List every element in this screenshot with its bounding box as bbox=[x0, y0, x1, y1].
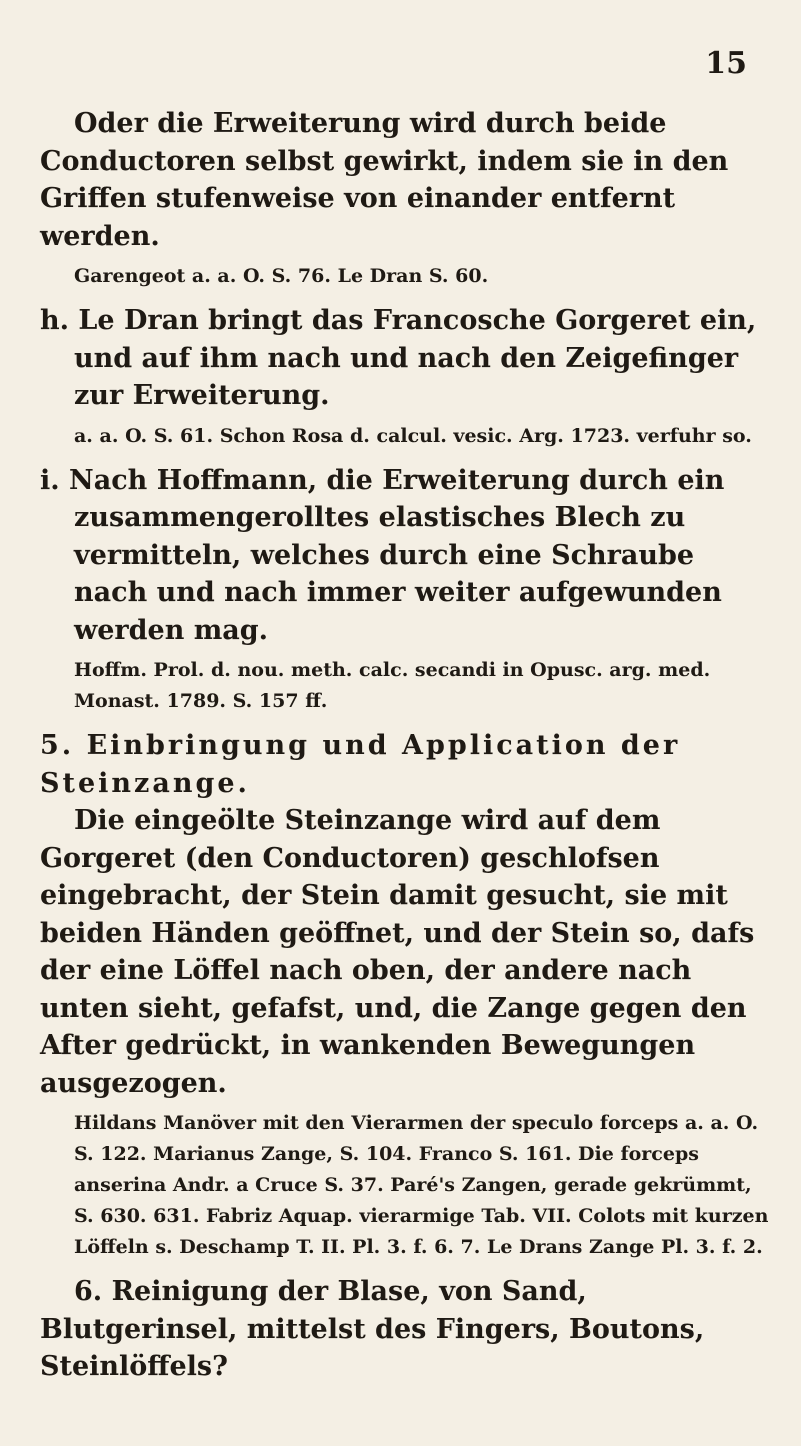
reference-note: Hoffm. Prol. d. nou. meth. calc. secandi in Opusc. arg. med. Monast. 1789. S. 157 ff. bbox=[74, 659, 711, 712]
paragraph: Die eingeölte Steinzange wird auf dem Gorgeret (den Conductoren) geschlofsen eingebracht, der Stein damit gesucht, sie mit beiden Händen geöffnet, und der Stein so, dafs der eine Löffel nach oben, der andere nach unten sieht, gefafst, und, die Zange gegen den After gedrückt, in wankenden Bewegungen ausgezogen. bbox=[40, 805, 755, 1099]
page-body bbox=[40, 105, 770, 1386]
section-heading: 5. Einbringung und Application der Steinzange. bbox=[40, 730, 681, 799]
paragraph: 6. Reinigung der Blase, von Sand, Blutgerinsel, mittelst des Fingers, Boutons, Steinlöffels? bbox=[40, 1276, 705, 1382]
reference-note: Hildans Manöver mit den Vierarmen der speculo forceps a. a. O. S. 122. Marianus Zange, S. 104. Franco S. 161. Die forceps anserina Andr. a Cruce S. 37. Paré's Zangen, gerade gekrümmt, S. 630. 631. Fabriz Aquap. vierarmige Tab. VII. Colots mit kurzen Löffeln s. Deschamp T. II. Pl. 3. f. 6. 7. Le Drans Zange Pl. 3. f. 2. bbox=[74, 1112, 769, 1258]
page-number: 15 bbox=[705, 46, 747, 81]
paragraph: h. Le Dran bringt das Francosche Gorgeret ein, und auf ihm nach und nach den Zeigefinger zur Erweiterung. bbox=[40, 305, 757, 411]
reference-note: Garengeot a. a. O. S. 76. Le Dran S. 60. bbox=[74, 265, 489, 287]
paragraph: i. Nach Hoffmann, die Erweiterung durch ein zusammengerolltes elastisches Blech zu vermitteln, welches durch eine Schraube nach und nach immer weiter aufgewunden werden mag. bbox=[40, 464, 725, 646]
reference-note: a. a. O. S. 61. Schon Rosa d. calcul. vesic. Arg. 1723. verfuhr so. bbox=[74, 424, 752, 447]
paragraph: Oder die Erweiterung wird durch beide Conductoren selbst gewirkt, indem sie in den Griffen stufenweise von einander entfernt werden. bbox=[40, 108, 729, 252]
